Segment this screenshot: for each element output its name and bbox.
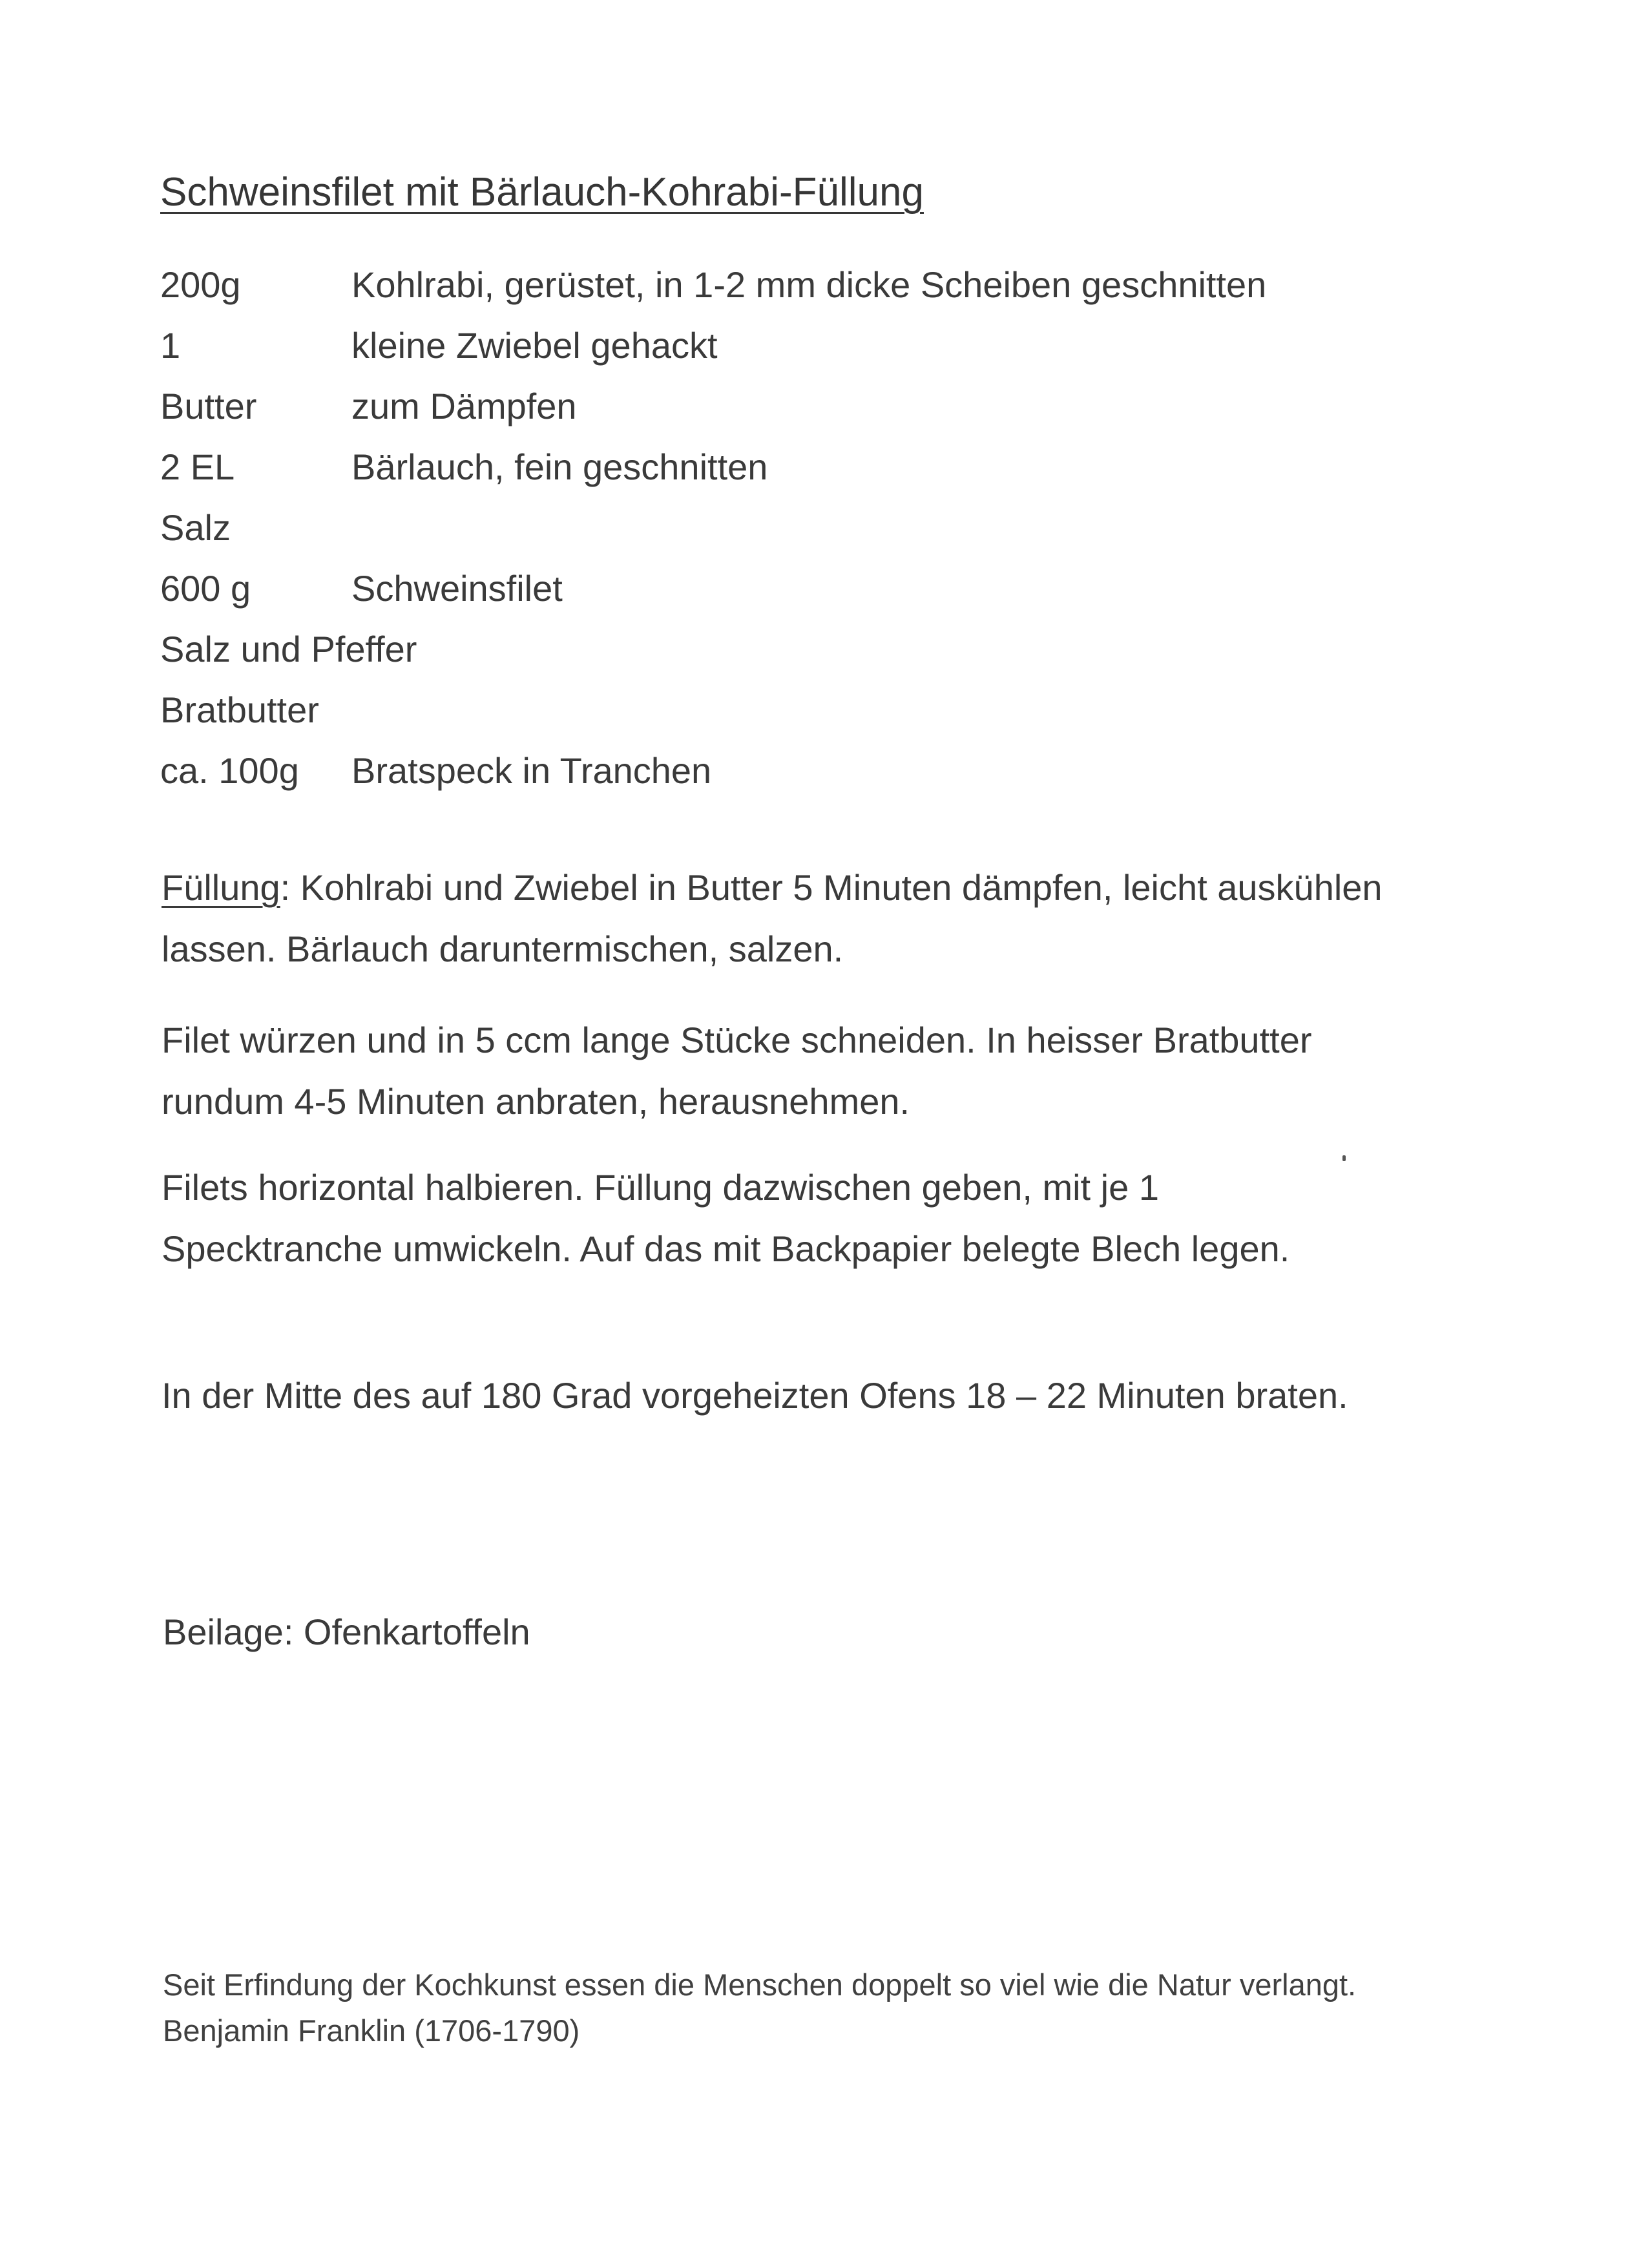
ingredient-quantity: 1 bbox=[160, 325, 181, 366]
ingredient-row bbox=[160, 255, 1388, 315]
scan-speck bbox=[1342, 1155, 1346, 1161]
ingredient-row bbox=[160, 498, 1388, 558]
filling-label: Füllung bbox=[162, 867, 280, 908]
ingredient-description: kleine Zwiebel gehackt bbox=[351, 325, 718, 366]
quote-text: Seit Erfindung der Kochkunst essen die Menschen doppelt so viel wie die Natur verlangt. bbox=[163, 1968, 1357, 2002]
instruction-step: In der Mitte des auf 180 Grad vorgeheizten Ofens 18 – 22 Minuten braten. bbox=[162, 1375, 1348, 1416]
filling-text: : Kohlrabi und Zwiebel in Butter 5 Minuten dämpfen, leicht auskühlen lassen. Bärlauch daruntermischen, salzen. bbox=[162, 867, 1383, 969]
ingredient-quantity: ca. 100g bbox=[160, 750, 299, 791]
ingredient-list bbox=[160, 255, 1388, 801]
instruction-step: Filets horizontal halbieren. Füllung dazwischen geben, mit je 1 Specktranche umwickeln. Auf das mit Backpapier belegte Blech legen. bbox=[162, 1167, 1290, 1269]
ingredient-row bbox=[160, 740, 1388, 801]
instruction-step: Filet würzen und in 5 ccm lange Stücke schneiden. In heisser Bratbutter rundum 4-5 Minuten anbraten, herausnehmen. bbox=[162, 1020, 1312, 1122]
ingredient-quantity: Salz bbox=[160, 507, 231, 548]
ingredient-description: Bratspeck in Tranchen bbox=[351, 750, 712, 791]
ingredient-quantity: Salz und Pfeffer bbox=[160, 629, 417, 669]
recipe-title: Schweinsfilet mit Bärlauch-Kohrabi-Füllung bbox=[160, 170, 924, 215]
ingredient-quantity: 200g bbox=[160, 264, 241, 305]
ingredient-row bbox=[160, 376, 1388, 437]
ingredient-description: Kohlrabi, gerüstet, in 1-2 mm dicke Scheiben geschnitten bbox=[351, 264, 1267, 305]
ingredient-quantity: 600 g bbox=[160, 568, 251, 609]
side-dish: Beilage: Ofenkartoffeln bbox=[163, 1612, 530, 1652]
ingredient-quantity: 2 EL bbox=[160, 446, 235, 487]
ingredient-quantity: Bratbutter bbox=[160, 689, 319, 730]
ingredient-description: Bärlauch, fein geschnitten bbox=[351, 446, 768, 487]
ingredient-description: zum Dämpfen bbox=[351, 386, 577, 426]
ingredient-quantity: Butter bbox=[160, 386, 257, 426]
instruction-filling bbox=[162, 857, 1389, 980]
ingredient-description: Schweinsfilet bbox=[351, 568, 563, 609]
ingredient-row bbox=[160, 558, 1388, 619]
ingredient-row bbox=[160, 619, 1388, 680]
quote-author: Benjamin Franklin (1706-1790) bbox=[163, 2013, 580, 2048]
ingredient-row bbox=[160, 680, 1388, 740]
ingredient-row bbox=[160, 437, 1388, 498]
ingredient-row bbox=[160, 315, 1388, 376]
quote-block bbox=[163, 1962, 1423, 2053]
